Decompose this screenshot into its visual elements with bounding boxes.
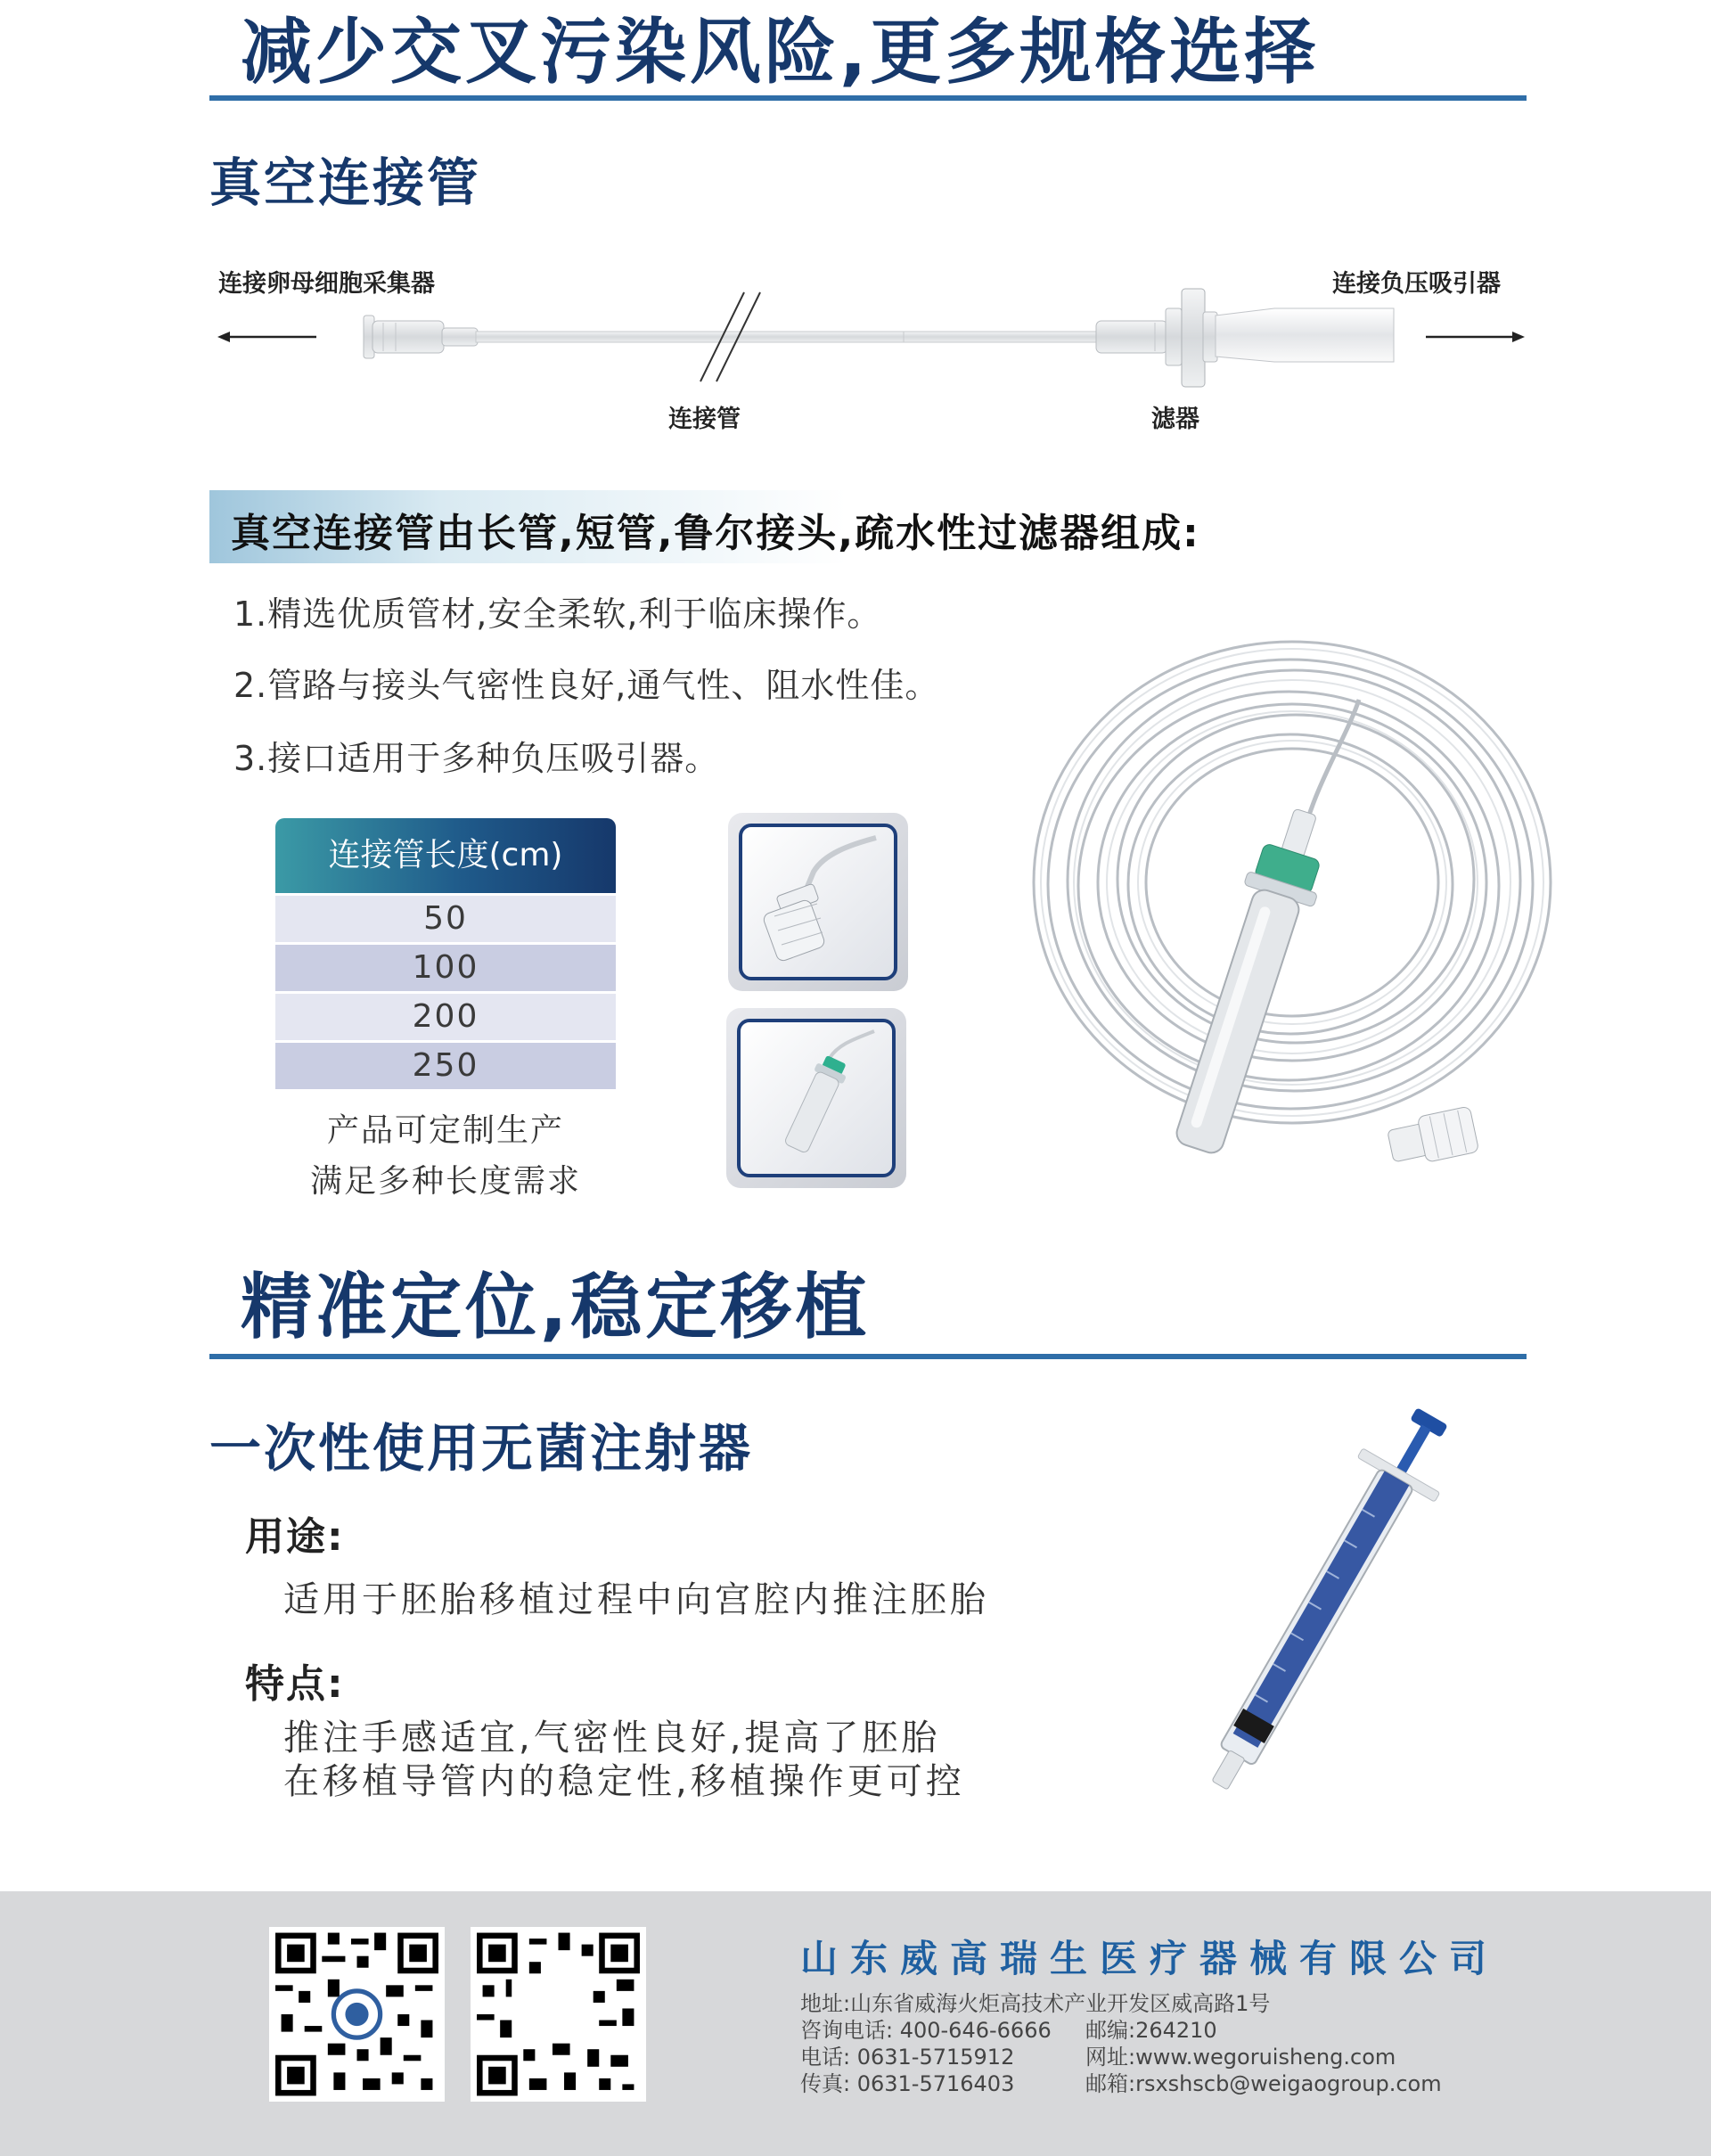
composition-banner bbox=[209, 490, 1368, 563]
table-row: 250 bbox=[275, 1043, 616, 1089]
right-arrow bbox=[1426, 332, 1525, 342]
label-filter: 滤器 bbox=[1151, 406, 1199, 433]
custom-note-2: 满足多种长度需求 bbox=[309, 1163, 581, 1200]
right-luer-connector bbox=[1096, 321, 1167, 353]
feature-line-2: 在移植导管内的稳定性,移植操作更可控 bbox=[283, 1761, 965, 1802]
hotline: 咨询电话: 400-646-6666 bbox=[800, 2018, 1052, 2043]
label-tube: 连接管 bbox=[668, 406, 741, 433]
luer-connector-thumbnail bbox=[728, 813, 908, 991]
custom-note-1: 产品可定制生产 bbox=[326, 1112, 564, 1149]
divider bbox=[209, 95, 1527, 101]
table-row: 200 bbox=[275, 994, 616, 1040]
left-luer-connector bbox=[364, 316, 478, 358]
tube-segment-right bbox=[904, 332, 1100, 342]
website-link[interactable]: 网址:www.wegoruisheng.com bbox=[1085, 2045, 1396, 2070]
divider bbox=[209, 1354, 1527, 1359]
feature-label: 特点: bbox=[245, 1661, 345, 1707]
length-table bbox=[275, 818, 616, 1089]
phone: 电话: 0631-5715912 bbox=[800, 2045, 1015, 2070]
feature-2: 2.管路与接头气密性良好,通气性、阻水性佳。 bbox=[233, 666, 940, 705]
table-row: 50 bbox=[275, 896, 616, 942]
connector-tube-diagram bbox=[205, 285, 1542, 410]
postcode: 邮编:264210 bbox=[1085, 2018, 1217, 2043]
feature-line-1: 推注手感适宜,气密性良好,提高了胚胎 bbox=[283, 1717, 941, 1758]
usage-text: 适用于胚胎移植过程中向宫腔内推注胚胎 bbox=[283, 1579, 989, 1620]
usage-label: 用途: bbox=[245, 1514, 345, 1560]
section1-title: 减少交叉污染风险,更多规格选择 bbox=[241, 11, 1320, 94]
label-right-connection: 连接负压吸引器 bbox=[1332, 270, 1501, 298]
tube-segment-left bbox=[476, 332, 904, 342]
composition-text: 真空连接管由长管,短管,鲁尔接头,疏水性过滤器组成: bbox=[231, 511, 1200, 556]
luer-connector-image bbox=[742, 827, 894, 977]
left-arrow bbox=[217, 332, 316, 342]
qr-code-wechat[interactable] bbox=[269, 1927, 445, 2102]
filter-image bbox=[741, 1022, 892, 1174]
address: 地址:山东省威海火炬高技术产业开发区威高路1号 bbox=[800, 1991, 1271, 2016]
qr-code-website[interactable] bbox=[471, 1927, 646, 2102]
syringe-image bbox=[1132, 1395, 1506, 1832]
email-link[interactable]: 邮箱:rsxshscb@weigaogroup.com bbox=[1085, 2071, 1442, 2096]
fax: 传真: 0631-5716403 bbox=[800, 2071, 1015, 2096]
section2-title: 精准定位,稳定移植 bbox=[241, 1266, 871, 1349]
feature-3: 3.接口适用于多种负压吸引器。 bbox=[233, 739, 720, 778]
company-name: 山东威高瑞生医疗器械有限公司 bbox=[800, 1937, 1500, 1980]
table-header: 连接管长度(cm) bbox=[275, 818, 616, 893]
label-left-connection: 连接卵母细胞采集器 bbox=[218, 270, 435, 298]
table-row: 100 bbox=[275, 945, 616, 991]
feature-1: 1.精选优质管材,安全柔软,利于临床操作。 bbox=[233, 594, 882, 634]
product-title-connector: 真空连接管 bbox=[209, 152, 482, 213]
coiled-connector-tube-image bbox=[1007, 615, 1568, 1257]
product-title-syringe: 一次性使用无菌注射器 bbox=[209, 1418, 754, 1479]
filter bbox=[1166, 289, 1394, 387]
filter-thumbnail bbox=[726, 1008, 906, 1188]
